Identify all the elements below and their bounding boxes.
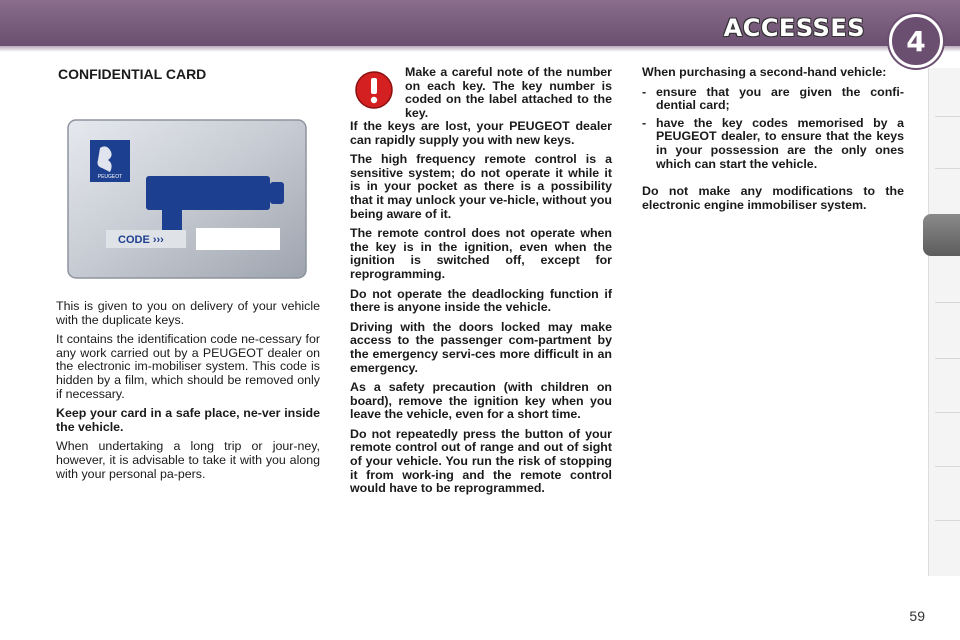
list-item: - ensure that you are given the confi-dential card; bbox=[642, 86, 904, 113]
paragraph: The high frequency remote control is a sensitive system; do not operate it while it is in your pocket as there is a possibility that it may unlock your ve-hicle, without you being aware of it. bbox=[350, 152, 612, 221]
paragraph: Do not repeatedly press the button of your remote control out of range and out of sight of your vehicle. You run the risk of stopping it from work-ing and the remote control would have to be reprogrammed. bbox=[350, 426, 612, 496]
paragraph: When purchasing a second-hand vehicle: bbox=[642, 65, 887, 79]
tab-current-chapter[interactable] bbox=[923, 214, 960, 256]
tab-divider bbox=[935, 168, 960, 169]
chapter-badge bbox=[889, 14, 943, 68]
tab-divider bbox=[935, 520, 960, 521]
paragraph: As a safety precaution (with children on board), remove the ignition key when you leave the vehicle, even for a short time. bbox=[350, 380, 612, 422]
chapter-title: ACCESSES bbox=[723, 14, 865, 42]
tab-divider bbox=[935, 358, 960, 359]
paragraph-bold: Keep your card in a safe place, ne-ver inside the vehicle. bbox=[56, 406, 320, 434]
chapter-number: 4 bbox=[906, 25, 926, 58]
confidential-card-illustration bbox=[66, 118, 308, 280]
header-shadow bbox=[0, 46, 960, 52]
section-title: CONFIDENTIAL CARD bbox=[58, 66, 207, 82]
tab-divider bbox=[935, 466, 960, 467]
card-code-label: CODE ››› bbox=[118, 234, 164, 246]
paragraph: Do not operate the deadlocking function if there is anyone inside the vehicle. bbox=[350, 286, 612, 315]
paragraph: It contains the identification code ne-cessary for any work carried out by a PEUGEOT dealer on the electronic im-mobiliser system. This code is hidden by a film, which should be removed only if necessary. bbox=[56, 332, 320, 401]
chapter-tabs bbox=[928, 68, 960, 576]
tab-divider bbox=[935, 116, 960, 117]
paragraph: If the keys are lost, your PEUGEOT dealer can rapidly supply you with new keys. bbox=[350, 119, 612, 147]
paragraph: When undertaking a long trip or jour-ney, however, it is advisable to take it with you along with your personal pa-pers. bbox=[56, 439, 320, 481]
paragraph: The remote control does not operate when the key is in the ignition, even when the ignition is switched off, except for reprogramming. bbox=[350, 226, 612, 281]
tab-divider bbox=[935, 412, 960, 413]
second-hand-column bbox=[642, 66, 904, 218]
advice-list bbox=[642, 86, 904, 172]
warning-text: Make a careful note of the number on each key. The key number is coded on the label attached to the key. bbox=[405, 65, 612, 120]
warning-icon bbox=[354, 70, 394, 110]
warnings-column bbox=[350, 120, 612, 502]
paragraph: This is given to you on delivery of your vehicle with the duplicate keys. bbox=[56, 299, 320, 327]
card-brand-label: PEUGEOT bbox=[97, 174, 123, 180]
paragraph: Do not make any modifications to the electronic engine immobiliser system. bbox=[642, 184, 904, 212]
page-number: 59 bbox=[909, 608, 925, 624]
tab-divider bbox=[935, 302, 960, 303]
list-item: - have the key codes memorised by a PEUGEOT dealer, to ensure that the keys in your possession are the only ones which can start the vehicle. bbox=[642, 117, 904, 171]
card-description-column bbox=[56, 300, 320, 487]
paragraph: Driving with the doors locked may make access to the passenger com-partment by the emergency servi-ces more difficult in an emergency. bbox=[350, 319, 612, 375]
